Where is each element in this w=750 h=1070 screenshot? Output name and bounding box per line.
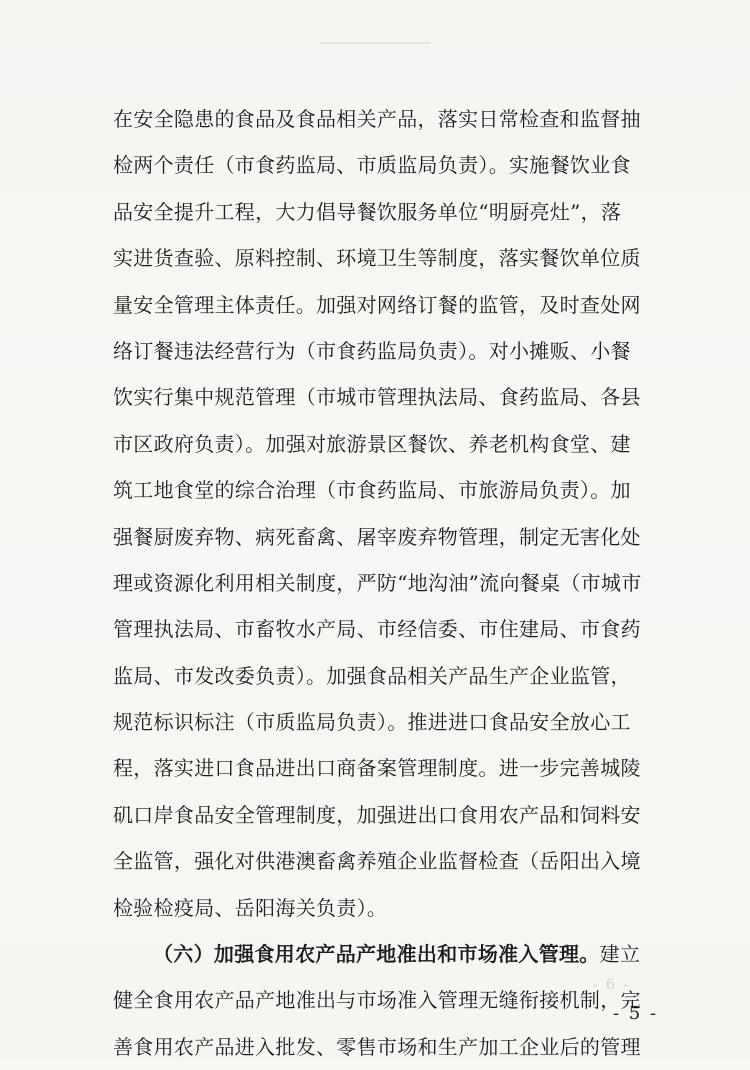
- text-line: 筑工地食堂的综合治理（市食药监局、市旅游局负责）。加: [113, 478, 631, 503]
- text-line: 全监管，强化对供港澳畜禽养殖企业监督检查（岳阳出入境: [113, 849, 641, 874]
- body-text: [113, 96, 645, 1070]
- section-heading-line: [113, 931, 645, 977]
- heading-continuation: 建立: [599, 942, 641, 967]
- bleed-through-mark: - 6 -: [592, 977, 630, 993]
- text-line: 检两个责任（市食药监局、市质监局负责）。实施餐饮业食: [113, 153, 631, 178]
- text-line: 规范标识标注（市质监局负责）。推进进口食品安全放心工: [113, 710, 631, 735]
- scan-mark: [320, 42, 430, 44]
- text-line: 量安全管理主体责任。加强对网络订餐的监管，及时查处网: [113, 292, 641, 317]
- text-line: 在安全隐患的食品及食品相关产品，落实日常检查和监督抽: [113, 107, 641, 131]
- text-line: 程，落实进口食品进出口商备案管理制度。进一步完善城陵: [113, 756, 641, 781]
- text-line: 善食用农产品进入批发、零售市场和生产加工企业后的管理: [113, 1034, 641, 1059]
- section-heading: （六）加强食用农产品产地准出和市场准入管理。: [153, 942, 600, 967]
- text-line: 市区政府负责）。加强对旅游景区餐饮、养老机构食堂、建: [113, 431, 631, 456]
- page-number: - 5 -: [612, 1003, 658, 1024]
- text-line: 强餐厨废弃物、病死畜禽、屠宰废弃物管理，制定无害化处: [113, 524, 641, 549]
- text-line: 健全食用农产品产地准出与市场准入管理无缝衔接机制，完: [113, 988, 641, 1013]
- text-line: 监局、市发改委负责）。加强食品相关产品生产企业监管，: [113, 663, 631, 688]
- text-line: 矶口岸食品安全管理制度，加强进出口食用农产品和饲料安: [113, 802, 641, 827]
- text-line: 络订餐违法经营行为（市食药监局负责）。对小摊贩、小餐: [113, 338, 631, 363]
- text-line: 理或资源化利用相关制度，严防“地沟油”流向餐桌（市城市: [113, 570, 642, 595]
- text-line: 品安全提升工程，大力倡导餐饮服务单位“明厨亮灶”，落: [113, 199, 622, 224]
- text-line: 检验检疫局、岳阳海关负责）。: [113, 895, 388, 920]
- text-line: 饮实行集中规范管理（市城市管理执法局、食药监局、各县: [113, 385, 641, 410]
- text-line: 实进货查验、原料控制、环境卫生等制度，落实餐饮单位质: [113, 246, 641, 271]
- text-line: 管理执法局、市畜牧水产局、市经信委、市住建局、市食药: [113, 617, 641, 642]
